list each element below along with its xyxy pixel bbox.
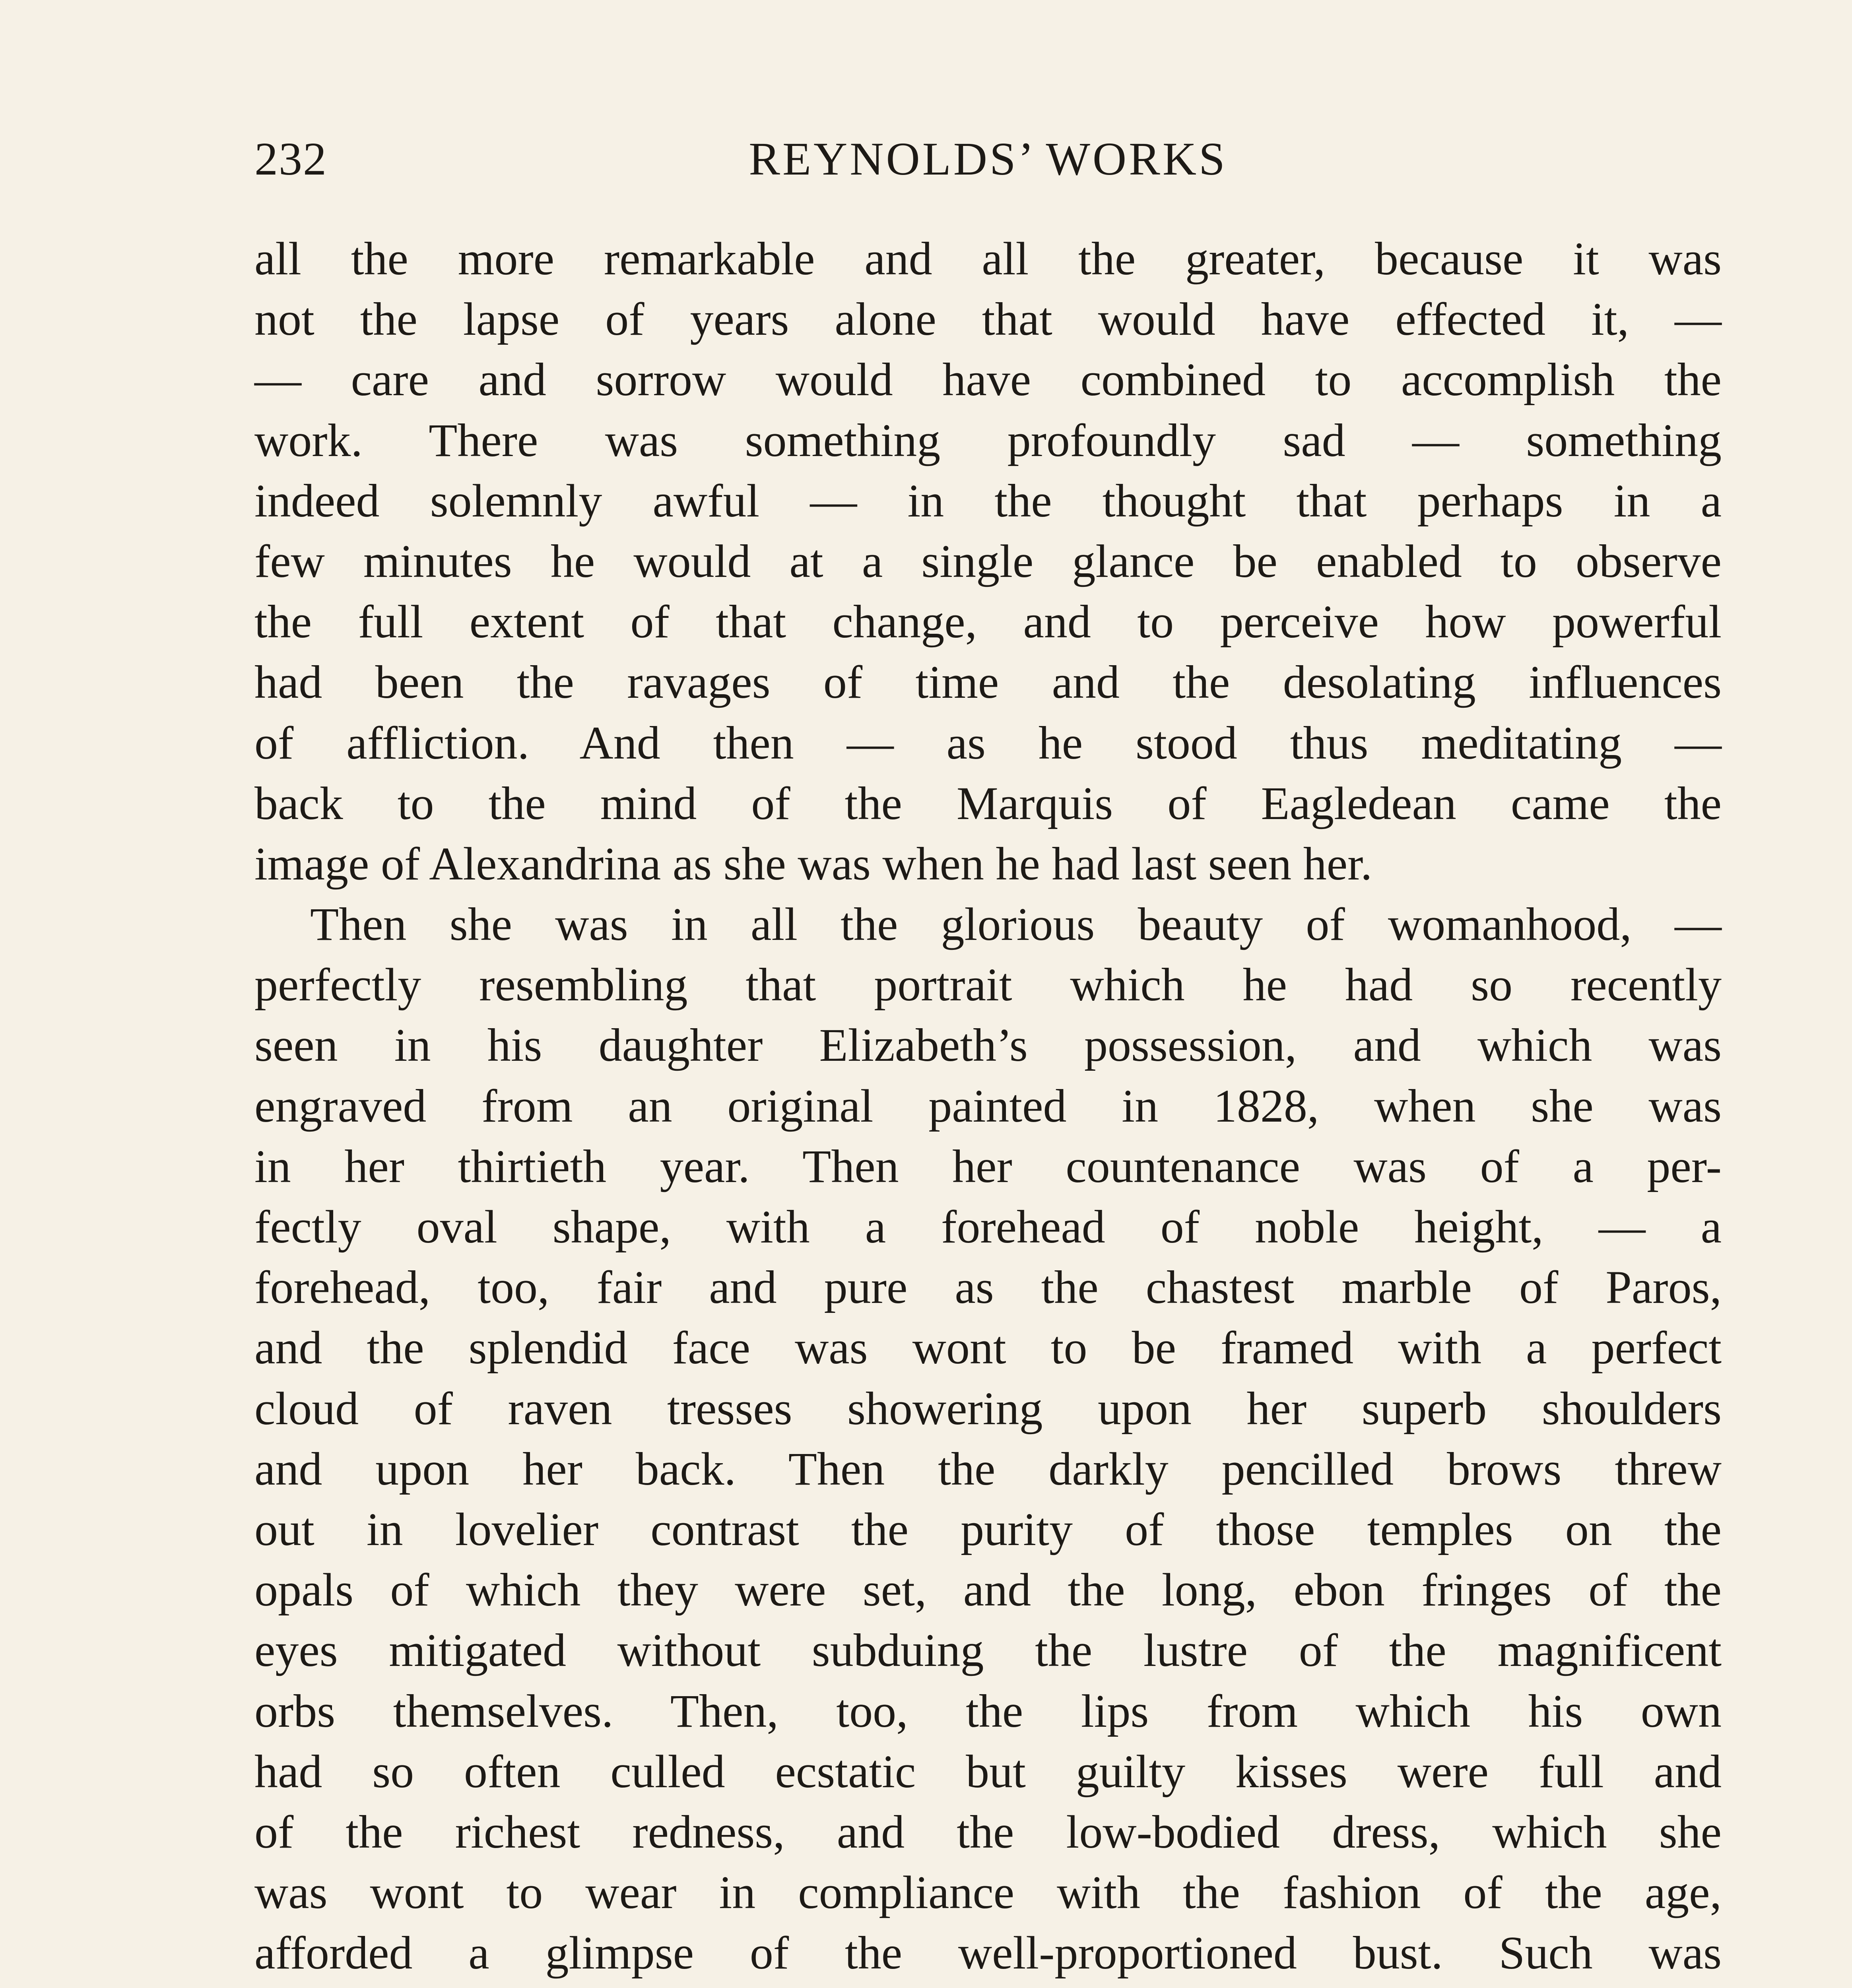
text-line: in her thirtieth year. Then her countenance was of a per-	[254, 1140, 1722, 1192]
text-line: image of Alexandrina as she was when he had last seen her.	[254, 837, 1372, 890]
text-line: orbs themselves. Then, too, the lips from which his own	[254, 1685, 1722, 1737]
text-line: not the lapse of years alone that would have effected it, —	[254, 293, 1722, 346]
text-line: Then she was in all the glorious beauty of womanhood, —	[310, 898, 1722, 951]
text-line: and upon her back. Then the darkly pencilled brows threw	[254, 1442, 1722, 1495]
text-line: seen in his daughter Elizabeth’s possession, and which was	[254, 1019, 1722, 1072]
text-line: opals of which they were set, and the long, ebon fringes of the	[254, 1564, 1722, 1616]
text-line: forehead, too, fair and pure as the chastest marble of Paros,	[254, 1261, 1722, 1314]
text-line: back to the mind of the Marquis of Eagledean came the	[254, 777, 1722, 829]
text-line: few minutes he would at a single glance be enabled to observe	[254, 535, 1722, 587]
text-line: afforded a glimpse of the well-proportioned bust. Such was	[254, 1927, 1722, 1979]
text-line: out in lovelier contrast the purity of those temples on the	[254, 1503, 1722, 1555]
text-line: was wont to wear in compliance with the fashion of the age,	[254, 1866, 1722, 1919]
text-line: of affliction. And then — as he stood thus meditating —	[254, 716, 1722, 769]
text-line: all the more remarkable and all the greater, because it was	[254, 233, 1722, 285]
text-line: of the richest redness, and the low-bodied dress, which she	[254, 1806, 1722, 1858]
running-title: REYNOLDS’ WORKS	[749, 133, 1227, 185]
text-line: and the splendid face was wont to be framed with a perfect	[254, 1322, 1722, 1374]
text-line: had so often culled ecstatic but guilty kisses were full and	[254, 1745, 1722, 1798]
text-line	[254, 1983, 1722, 1988]
body-text	[254, 229, 1722, 1988]
running-head	[254, 119, 1722, 199]
text-line: had been the ravages of time and the desolating influences	[254, 656, 1722, 709]
text-line: engraved from an original painted in 1828, when she was	[254, 1079, 1722, 1132]
text-line: cloud of raven tresses showering upon her superb shoulders	[254, 1382, 1722, 1435]
text-line: work. There was something profoundly sad — something	[254, 414, 1722, 466]
text-line: — care and sorrow would have combined to accomplish the	[254, 353, 1722, 406]
text-line: perfectly resembling that portrait which he had so recently	[254, 959, 1722, 1011]
text-line: fectly oval shape, with a forehead of noble height, — a	[254, 1201, 1722, 1253]
page-number: 232	[254, 133, 327, 185]
text-line: eyes mitigated without subduing the lustre of the magnificent	[254, 1624, 1722, 1677]
text-line: indeed solemnly awful — in the thought that perhaps in a	[254, 474, 1722, 527]
text-line: the full extent of that change, and to perceive how powerful	[254, 596, 1722, 648]
